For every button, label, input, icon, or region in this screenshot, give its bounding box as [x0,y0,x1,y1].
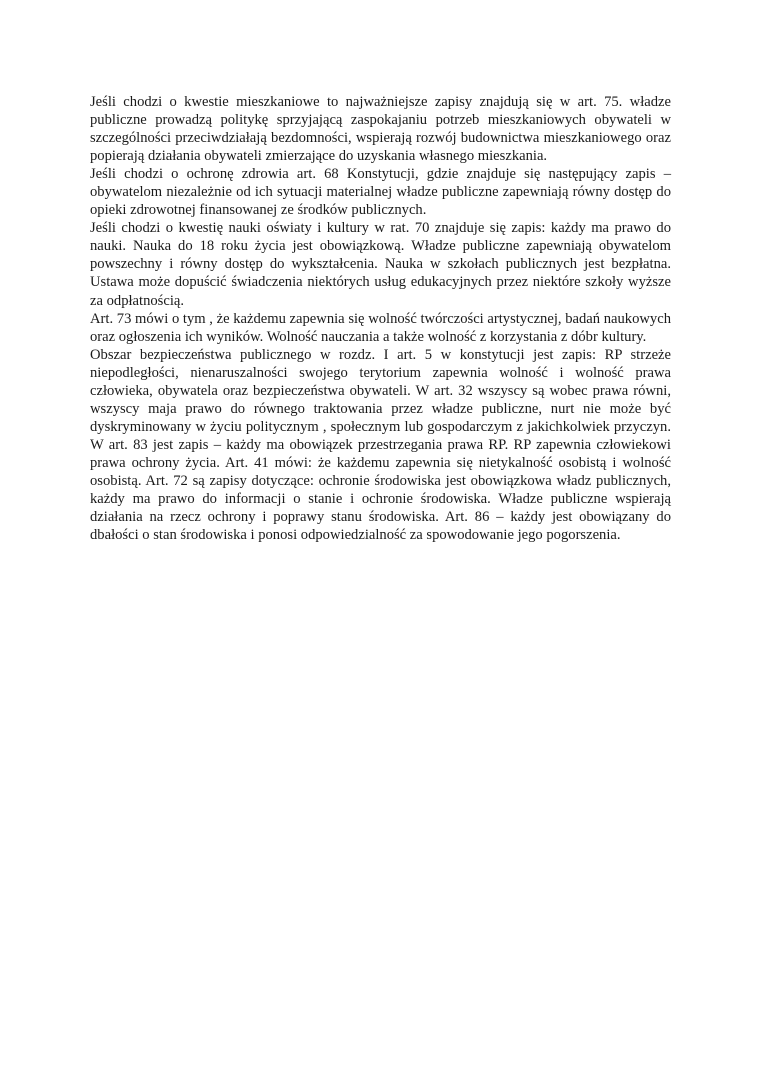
paragraph-health: Jeśli chodzi o ochronę zdrowia art. 68 Konstytucji, gdzie znajduje się następujący zapis – obywatelom niezależnie od ich sytuacji materialnej władze publiczne zapewniają równy dostęp do opieki zdrowotnej finansowanej ze środków publicznych. [90,166,671,219]
paragraph-culture: Art. 73 mówi o tym , że każdemu zapewnia się wolność twórczości artystycznej, badań naukowych oraz ogłoszenia ich wyników. Wolność nauczania a także wolność z korzystania z dóbr kultury. [90,310,671,345]
paragraph-housing: Jeśli chodzi o kwestie mieszkaniowe to najważniejsze zapisy znajdują się w art. 75. władze publiczne prowadzą politykę sprzyjającą zaspokajaniu potrzeb mieszkaniowych obywateli w szczególności przeciwdziałają bezdomności, wspierają rozwój budownictwa mieszkaniowego oraz popierają działania obywateli zmierzające do uzyskania własnego mieszkania. [90,94,671,165]
document-body [90,93,671,544]
paragraph-public-safety: Obszar bezpieczeństwa publicznego w rozdz. I art. 5 w konstytucji jest zapis: RP strzeże niepodległości, nienaruszalności swojego terytorium zapewnia wolność i wolność prawa człowieka, obywatela oraz bezpieczeństwa obywateli. W art. 32 wszyscy są wobec prawa równi, wszyscy maja prawo do równego traktowania przez władze publiczne, nurt nie może być dyskryminowany w życiu politycznym , społecznym lub gospodarczym z jakichkolwiek przyczyn. W art. 83 jest zapis – każdy ma obowiązek przestrzegania prawa RP. RP zapewnia człowiekowi prawa ochrony życia. Art. 41 mówi: że każdemu zapewnia się nietykalność osobistą i wolność osobistą. Art. 72 są zapisy dotyczące: ochronie środowiska jest obowiązkowa władz publicznych, każdy ma prawo do informacji o stanie i ochronie środowiska. Władze publiczne wspierają działania na rzecz ochrony i poprawy stanu środowiska. Art. 86 – każdy jest obowiązany do dbałości o stan środowiska i ponosi odpowiedzialność za spowodowanie jego pogorszenia. [90,346,671,544]
paragraph-education: Jeśli chodzi o kwestię nauki oświaty i kultury w rat. 70 znajduje się zapis: każdy ma prawo do nauki. Nauka do 18 roku życia jest obowiązkową. Władze publiczne zapewniają obywatelom powszechny i równy dostęp do wykształcenia. Nauka w szkołach publicznych jest bezpłatna. Ustawa może dopuścić świadczenia niektórych usług edukacyjnych przez niektóre szkoły wyższe za odpłatnością. [90,220,671,309]
